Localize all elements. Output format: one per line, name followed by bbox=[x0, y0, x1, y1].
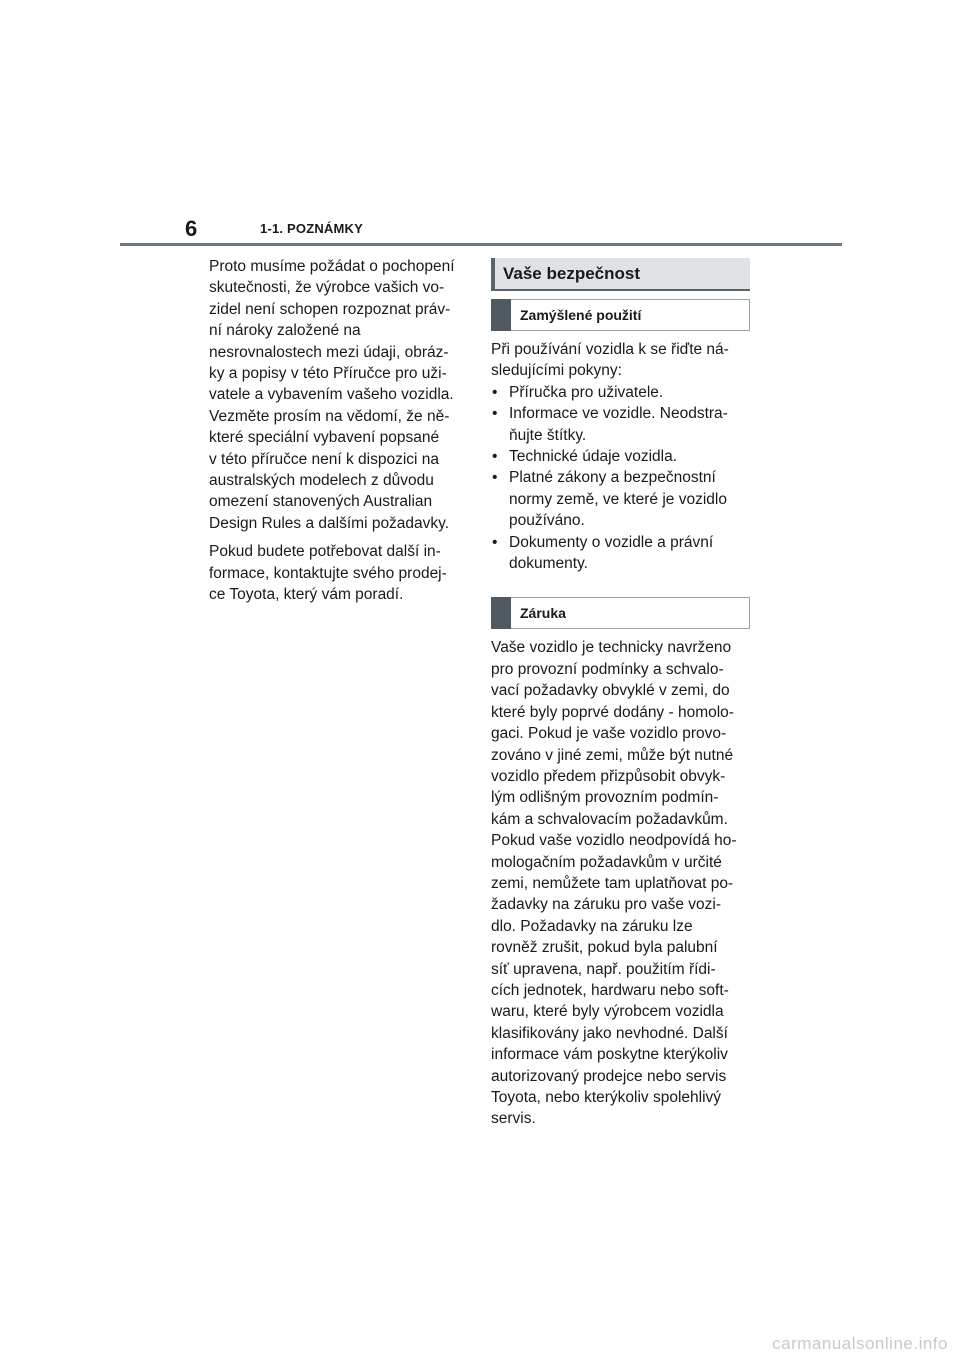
subheading-intended-use bbox=[491, 299, 750, 331]
subheading-marker bbox=[491, 597, 511, 629]
warranty-paragraph: Vaše vozidlo je technicky navrženo pro provozní podmínky a schvalo- vací požadavky obvyklé v zemi, do které byly poprvé dodány - homolo- gaci. Pokud je vaše vozidlo provo- zováno v jiné zemi, může být nutné vozidlo předem přizpůsobit obvyk- lým odlišným provozním podmín- kám a schvalovacím požadavkům. Pokud vaše vozidlo neodpovídá ho- mologačním požadavkům v určité zemi, nemůžete tam uplatňovat po- žadavky na záruku pro vaše vozi- dlo. Požadavky na záruku lze rovněž zrušit, pokud byla palubní síť upravena, např. použitím řídi- cích jednotek, hardwaru nebo soft- waru, které byly výrobcem vozidla klasifikovány jako nevhodné. Další informace vám poskytne kterýkoliv autorizovaný prodejce nebo servis Toyota, nebo kterýkoliv spolehlivý servis. bbox=[491, 639, 737, 1128]
running-head: 1-1. POZNÁMKY bbox=[260, 221, 364, 236]
list-item: • Informace ve vozidle. Neodstra- ňujte štítky. bbox=[491, 403, 750, 446]
list-item: • Platné zákony a bezpečnostní normy země, ve které je vozidlo používáno. bbox=[491, 467, 750, 531]
header-rule bbox=[120, 243, 842, 246]
body-paragraph: Proto musíme požádat o pochopení skutečnosti, že výrobce vašich vo- zidel není schopen rozpoznat práv- ní nároky založené na nesrovnalostech mezi údaji, obráz- ky a popisy v této Příručce pro uži- vatele a vybavením vašeho vozidla. Vezměte prosím na vědomí, že ně- které speciální vybavení popsané v této příručce není k dispozici na australských modelech z důvodu omezení stanovených Australian Design Rules a dalšími požadavky. bbox=[209, 258, 455, 532]
page-number: 6 bbox=[185, 216, 198, 241]
subheading-marker bbox=[491, 299, 511, 331]
body-paragraph: Pokud budete potřebovat další in- formace, kontaktujte svého prodej- ce Toyota, který vám poradí. bbox=[209, 543, 447, 604]
subheading-warranty bbox=[491, 597, 750, 629]
intro-paragraph: Při používání vozidla k se řiďte ná- sledujícími pokyny: bbox=[491, 341, 729, 380]
list-item: • Dokumenty o vozidle a právní dokumenty. bbox=[491, 532, 750, 575]
section-title: Vaše bezpečnost bbox=[491, 258, 750, 291]
subheading-label: Zamýšlené použití bbox=[520, 307, 642, 323]
list-item: • Technické údaje vozidla. bbox=[491, 446, 750, 467]
list-item: • Příručka pro uživatele. bbox=[491, 382, 750, 403]
subheading-label: Záruka bbox=[520, 605, 566, 622]
right-column bbox=[491, 256, 750, 1130]
left-column bbox=[209, 256, 469, 606]
guidance-list bbox=[491, 382, 750, 575]
watermark: carmanualsonline.info bbox=[772, 1334, 948, 1353]
